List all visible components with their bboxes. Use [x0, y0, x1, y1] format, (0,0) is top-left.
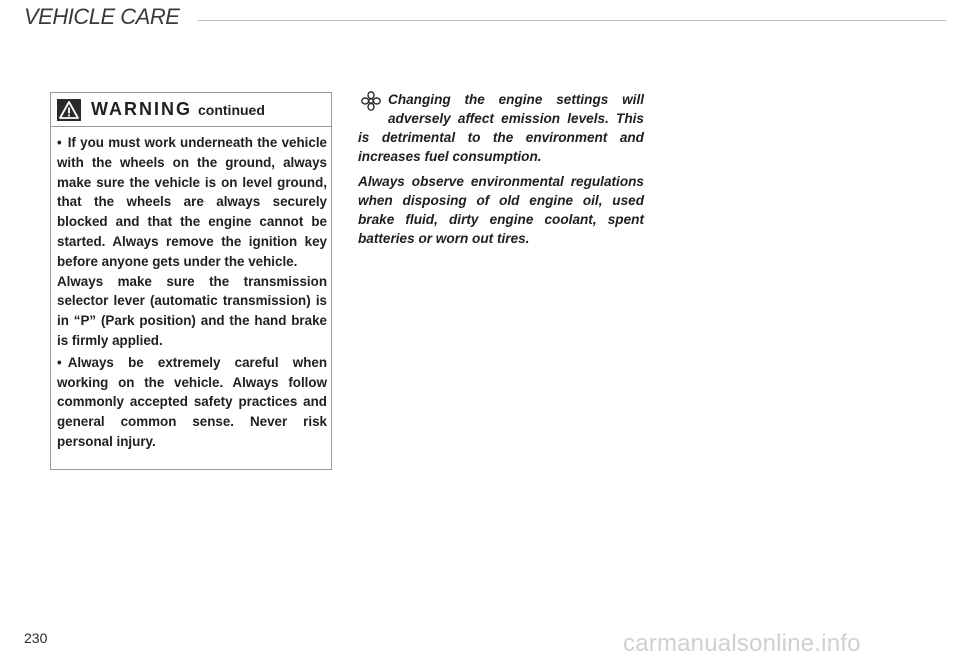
environment-paragraph-1: Changing the engine settings will adversely affect emission levels. This is detrimental to the environment and increases fuel consumption. [358, 92, 644, 164]
page-number: 230 [24, 630, 48, 646]
header-rule [198, 20, 946, 21]
bullet: • [57, 135, 62, 150]
warning-paragraph-2: Always make sure the transmission selector lever (automatic transmission) is in “P” (Park position) and the hand brake is firmly applied. [57, 273, 327, 348]
warning-paragraph-1: • If you must work underneath the vehicle with the wheels on the ground, always make sure the vehicle is on level ground, that the wheels are always securely blocked and that the engine cannot be started. Always remove the ignition key before anyone gets under the vehicle. [57, 135, 327, 269]
environment-paragraph-2: Always observe environmental regulations when disposing of old engine oil, used brake fluid, dirty engine coolant, spent batteries or worn out tires. [358, 174, 644, 246]
warning-triangle-icon [57, 99, 81, 121]
watermark: carmanualsonline.info [623, 630, 861, 657]
section-title: VEHICLE CARE [24, 4, 180, 29]
environment-flower-icon [360, 90, 382, 112]
warning-header [51, 93, 331, 127]
warning-body [51, 127, 331, 452]
warning-title: WARNING [91, 99, 192, 119]
warning-subtitle: continued [198, 101, 265, 118]
bullet: • [57, 354, 62, 370]
warning-box [50, 92, 332, 470]
warning-paragraph-3: • Always be extremely careful when working on the vehicle. Always follow commonly accepted safety practices and general common sense. Never risk personal injury. [57, 354, 327, 449]
environment-note [358, 90, 644, 248]
